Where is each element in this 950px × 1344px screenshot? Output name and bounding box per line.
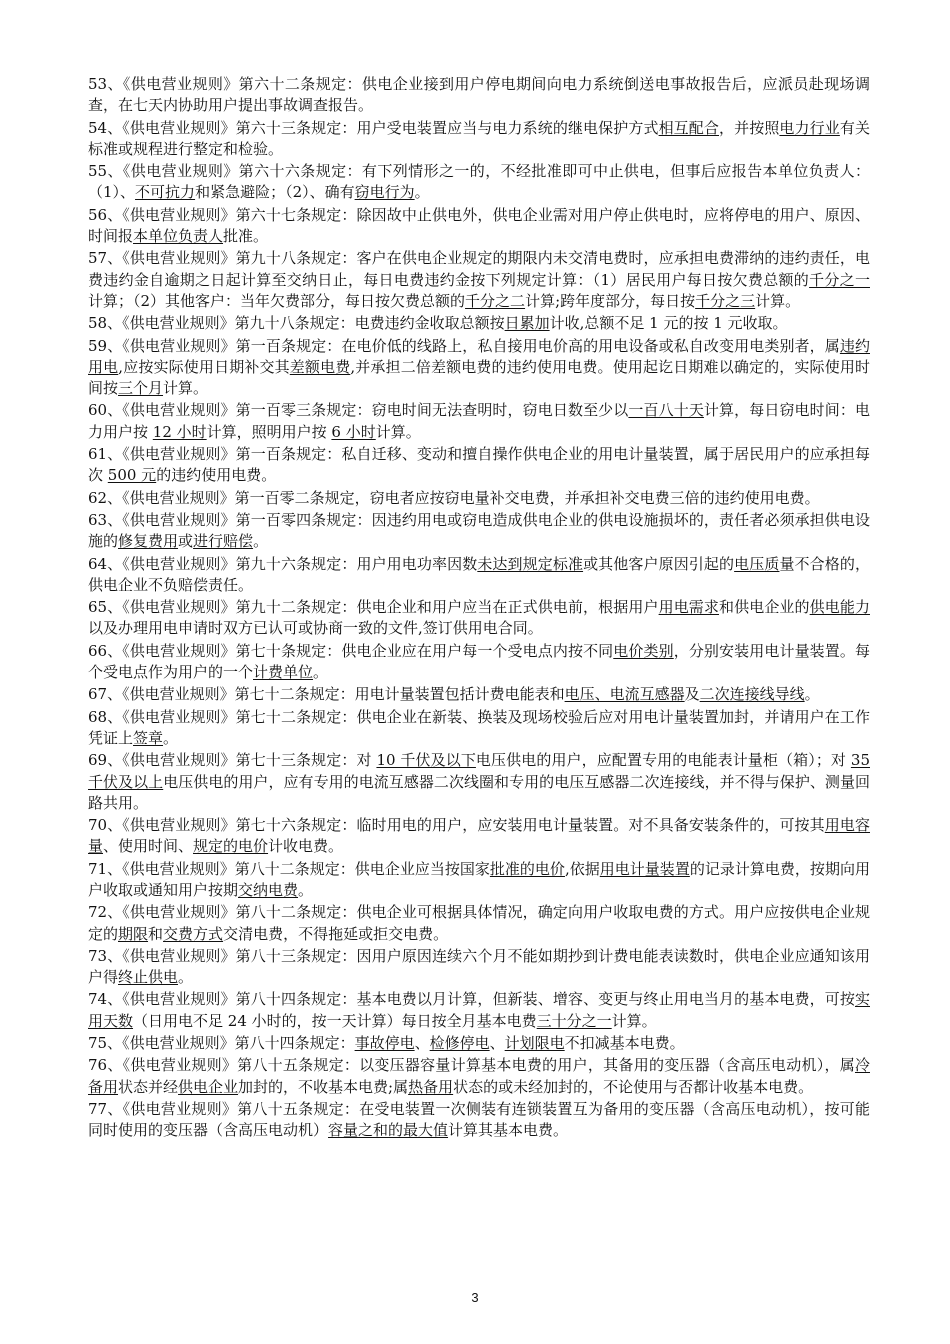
rule-text: 状态的或未经加封的，不论使用与否都计收基本电费。 (453, 1077, 814, 1096)
rule-text: 计算。 (755, 291, 801, 310)
rule-item (88, 400, 870, 443)
rule-text: 电压供电的用户，应配置专用的电能表计量柜（箱）；对 (475, 751, 851, 770)
rule-text: 计算。 (375, 422, 421, 441)
rule-text: 。 (313, 663, 329, 682)
rule-text: 53、《供电营业规则》第六十二条规定：供电企业接到用户停电期间向电力系统倒送电事故报告后，应派员赴现场调查，在七天内协助用户提出事故调查报告。 (88, 75, 870, 115)
rule-text: 计算；（2）其他客户：当年欠费部分，每日按欠费总额的 (88, 291, 466, 310)
rule-text: 60、《供电营业规则》第一百零三条规定：窃电时间无法查明时，窃电日数至少以 (88, 401, 629, 420)
underlined-answer: 电压、电流互感器 (564, 685, 685, 704)
rule-text: 计算其基本电费。 (448, 1121, 569, 1140)
rule-text: ，分别安装用电计量装置。每个受电点作为用户的一个 (88, 641, 870, 682)
rule-text: 67、《供电营业规则》第七十二条规定：用电计量装置包括计费电能表和 (88, 685, 565, 704)
rule-text: 量不合格的，供电企业不负赔偿责任。 (88, 554, 870, 594)
rule-text: 批准。 (223, 227, 269, 246)
rule-item (88, 1055, 870, 1098)
underlined-answer: 终止供电 (118, 968, 179, 987)
rule-text: 计算。 (611, 1011, 657, 1030)
rule-text: 或其他客户原因引起的 (583, 554, 735, 573)
underlined-answer: 计划限电 (504, 1034, 565, 1053)
rule-text: 计算，每日窃电时间：电力用户按 (88, 401, 870, 441)
underlined-answer: 日累加 (504, 314, 550, 333)
rule-item (88, 74, 870, 117)
underlined-answer: 一百八十天 (628, 401, 704, 420)
underlined-answer: 热备用 (408, 1077, 454, 1096)
rule-text: 70、《供电营业规则》第七十六条规定：临时用电的用户，应安装用电计量装置。对不具备安装条件的，可按其 (88, 816, 825, 835)
rule-text: 。 (298, 880, 314, 899)
rule-text: 的违约使用电费。 (156, 466, 277, 485)
underlined-answer: 12 小时 (152, 422, 207, 441)
underlined-answer: 用电容量 (88, 816, 870, 856)
rule-text: 加封的，不收基本电费;属 (238, 1077, 409, 1096)
underlined-answer: 检修停电 (429, 1034, 490, 1053)
rule-text: 68、《供电营业规则》第七十二条规定：供电企业在新装、换装及现场校验后应对用电计量装置加封，并请用户在工作凭证上 (88, 707, 870, 747)
rule-text: ,依据 (564, 859, 600, 878)
underlined-answer: 三个月 (118, 379, 164, 398)
rule-text: 71、《供电营业规则》第八十二条规定：供电企业应当按国家 (88, 859, 490, 878)
rule-text: 和供电企业的 (719, 598, 810, 617)
rule-text: 63、《供电营业规则》第一百零四条规定：因违约用电或窃电造成供电企业的供电设施损坏的，责任者必须承担供电设施的 (88, 510, 870, 551)
rule-text: 65、《供电营业规则》第九十二条规定：供电企业和用户应当在正式供电前，根据用户 (88, 598, 659, 617)
underlined-answer: 交纳电费 (238, 880, 299, 899)
rule-item (88, 989, 870, 1032)
rule-text: 和 (148, 924, 164, 943)
rule-text: 56、《供电营业规则》第六十七条规定：除因故中止供电外，供电企业需对用户停止供电时，应将停电的用户、原因、时间报 (88, 205, 870, 246)
rule-text: 计算。 (163, 379, 209, 398)
rule-item (88, 488, 870, 509)
rule-item (88, 641, 870, 684)
document-body (88, 74, 870, 1143)
rule-text: 64、《供电营业规则》第九十六条规定：用户用电功率因数 (88, 554, 478, 573)
rule-item (88, 510, 870, 553)
rule-text: 72、《供电营业规则》第八十二条规定：供电企业可根据具体情况，确定向用户收取电费的方式。用户应按供电企业规定的 (88, 903, 870, 943)
underlined-answer: 规定的电价 (193, 837, 269, 856)
rule-text: 69、《供电营业规则》第七十三条规定：对 (88, 751, 377, 770)
rule-item (88, 707, 870, 750)
rule-text: ,并承担二倍差额电费的违约使用电费。使用起讫日期难以确定的，实际使用时间按 (88, 357, 870, 398)
underlined-answer: 二次连接线导线 (699, 685, 805, 704)
rule-item (88, 313, 870, 334)
page-number: 3 (471, 1290, 479, 1305)
underlined-answer: 计费单位 (253, 663, 314, 682)
rule-text: 状态并经 (118, 1077, 179, 1096)
rule-text: 61、《供电营业规则》第一百条规定：私自迁移、变动和擅自操作供电企业的用电计量装置，属于居民用户的应承担每次 (88, 445, 870, 485)
underlined-answer: 本单位负责人 (133, 227, 224, 246)
rule-text: 54、《供电营业规则》第六十三条规定：用户受电装置应当与电力系统的继电保护方式 (88, 118, 659, 137)
underlined-answer: 冷备用 (88, 1056, 870, 1096)
underlined-answer: 三十分之一 (536, 1011, 612, 1030)
rule-text: ，并按照 (719, 118, 780, 137)
rule-text: 。 (414, 183, 430, 202)
underlined-answer: 违约用电 (88, 336, 870, 376)
rule-text: 、 (414, 1034, 430, 1053)
underlined-answer: 进行赔偿 (193, 532, 254, 551)
underlined-answer: 事故停电 (354, 1034, 415, 1053)
underlined-answer: 批准的电价 (489, 859, 565, 878)
underlined-answer: 千分之一 (809, 270, 870, 289)
rule-text: 58、《供电营业规则》第九十八条规定：电费违约金收取总额按 (88, 314, 505, 333)
underlined-answer: 未达到规定标准 (477, 554, 584, 573)
rule-item (88, 684, 870, 705)
rule-text: 和紧急避险；（2）、确有 (195, 183, 355, 202)
underlined-answer: 10 千伏及以下 (376, 751, 476, 770)
underlined-answer: 期限 (118, 924, 149, 943)
underlined-answer: 供电能力 (809, 598, 870, 617)
rule-text: 计算，照明用户按 (206, 422, 332, 441)
rule-text: 及 (684, 685, 700, 704)
underlined-answer: 签章 (133, 728, 164, 747)
rule-text: （日用电不足 24 小时的，按一天计算）每日按全月基本电费 (133, 1011, 537, 1030)
rule-text: 76、《供电营业规则》第八十五条规定：以变压器容量计算基本电费的用户，其备用的变压器（含高压电动机），属 (88, 1056, 855, 1075)
underlined-answer: 千分之二 (465, 291, 526, 310)
rule-text: 或 (178, 532, 194, 551)
rule-text: 、使用时间、 (103, 837, 194, 856)
underlined-answer: 电压质 (734, 554, 780, 573)
rule-item (88, 946, 870, 989)
rule-text: 。 (804, 685, 820, 704)
rule-text: 。 (253, 532, 269, 551)
rule-item (88, 1099, 870, 1142)
underlined-answer: 差额电费 (289, 357, 351, 376)
rule-text: ,应按实际使用日期补交其 (118, 357, 290, 376)
rule-item (88, 750, 870, 814)
rule-text: 计收电费。 (268, 837, 344, 856)
rule-text: 电压供电的用户，应有专用的电流互感器二次线圈和专用的电压互感器二次连接线，并不得与保护、测量回路共用。 (88, 772, 870, 812)
underlined-answer: 容量之和的最大值 (328, 1121, 449, 1140)
rule-item (88, 205, 870, 248)
rule-text: 62、《供电营业规则》第一百零二条规定，窃电者应按窃电量补交电费，并承担补交电费三倍的违约使用电费。 (88, 488, 820, 507)
underlined-answer: 不可抗力 (135, 183, 196, 202)
rule-text: 计算;跨年度部分，每日按 (525, 291, 696, 310)
rule-text: 73、《供电营业规则》第八十三条规定：因用户原因连续六个月不能如期抄到计费电能表读数时，供电企业应通知该用户得 (88, 946, 870, 987)
rule-item (88, 1033, 870, 1054)
rule-item (88, 597, 870, 640)
rule-text: 、 (489, 1034, 505, 1053)
underlined-answer: 6 小时 (331, 422, 376, 441)
rule-text: 以及办理用电申请时双方已认可或协商一致的文件,签订供用电合同。 (88, 619, 543, 638)
rule-text: 。 (163, 728, 179, 747)
rule-text: 计收,总额不足 1 元的按 1 元收取。 (549, 314, 788, 333)
underlined-answer: 实用天数 (88, 990, 870, 1030)
rule-item (88, 161, 870, 204)
rule-text: 交清电费，不得拖延或拒交电费。 (223, 924, 449, 943)
rule-item (88, 118, 870, 161)
underlined-answer: 修复费用 (118, 532, 179, 551)
underlined-answer: 窃电行为 (354, 183, 415, 202)
rule-text: 66、《供电营业规则》第七十条规定：供电企业应在用户每一个受电点内按不同 (88, 641, 614, 660)
rule-item (88, 815, 870, 858)
underlined-answer: 用电计量装置 (599, 859, 690, 878)
underlined-answer: 用电需求 (658, 598, 720, 617)
underlined-answer: 电价类别 (613, 641, 674, 660)
underlined-answer: 电力行业 (779, 118, 840, 137)
underlined-answer: 交费方式 (163, 924, 224, 943)
rule-item (88, 444, 870, 487)
rule-item (88, 336, 870, 400)
underlined-answer: 相互配合 (658, 118, 719, 137)
underlined-answer: 35 千伏及以上 (88, 751, 870, 791)
rule-item (88, 902, 870, 945)
rule-text: 59、《供电营业规则》第一百条规定：在电价低的线路上，私自接用电价高的用电设备或私自改变用电类别者，属 (88, 336, 840, 355)
rule-text: 55、《供电营业规则》第六十六条规定：有下列情形之一的，不经批准即可中止供电，但事后应报告本单位负责人：（1）、 (88, 162, 870, 202)
rule-text: 77、《供电营业规则》第八十五条规定：在受电装置一次侧装有连锁装置互为备用的变压器（含高压电动机），按可能同时使用的变压器（含高压电动机） (88, 1099, 870, 1140)
underlined-answer: 供电企业 (178, 1077, 239, 1096)
rule-text: 有关标准或规程进行整定和检验。 (88, 118, 870, 158)
underlined-answer: 500 元 (107, 466, 157, 485)
rule-item (88, 554, 870, 597)
underlined-answer: 千分之三 (695, 291, 756, 310)
rule-text: 。 (178, 968, 194, 987)
rule-text: 75、《供电营业规则》第八十四条规定： (88, 1034, 355, 1053)
rule-text: 74、《供电营业规则》第八十四条规定：基本电费以月计算，但新装、增容、变更与终止用电当月的基本电费，可按 (88, 990, 855, 1009)
rule-item (88, 248, 870, 312)
rule-text: 不扣减基本电费。 (564, 1034, 685, 1053)
rule-text: 的记录计算电费，按期向用户收取或通知用户按期 (88, 859, 870, 899)
rule-text: 57、《供电营业规则》第九十八条规定：客户在供电企业规定的期限内未交清电费时，应承担电费滞纳的违约责任，电费违约金自逾期之日起计算至交纳日止，每日电费违约金按下列规定计算：（1）居民用户每日按欠费总额的 (88, 249, 870, 289)
rule-item (88, 859, 870, 902)
